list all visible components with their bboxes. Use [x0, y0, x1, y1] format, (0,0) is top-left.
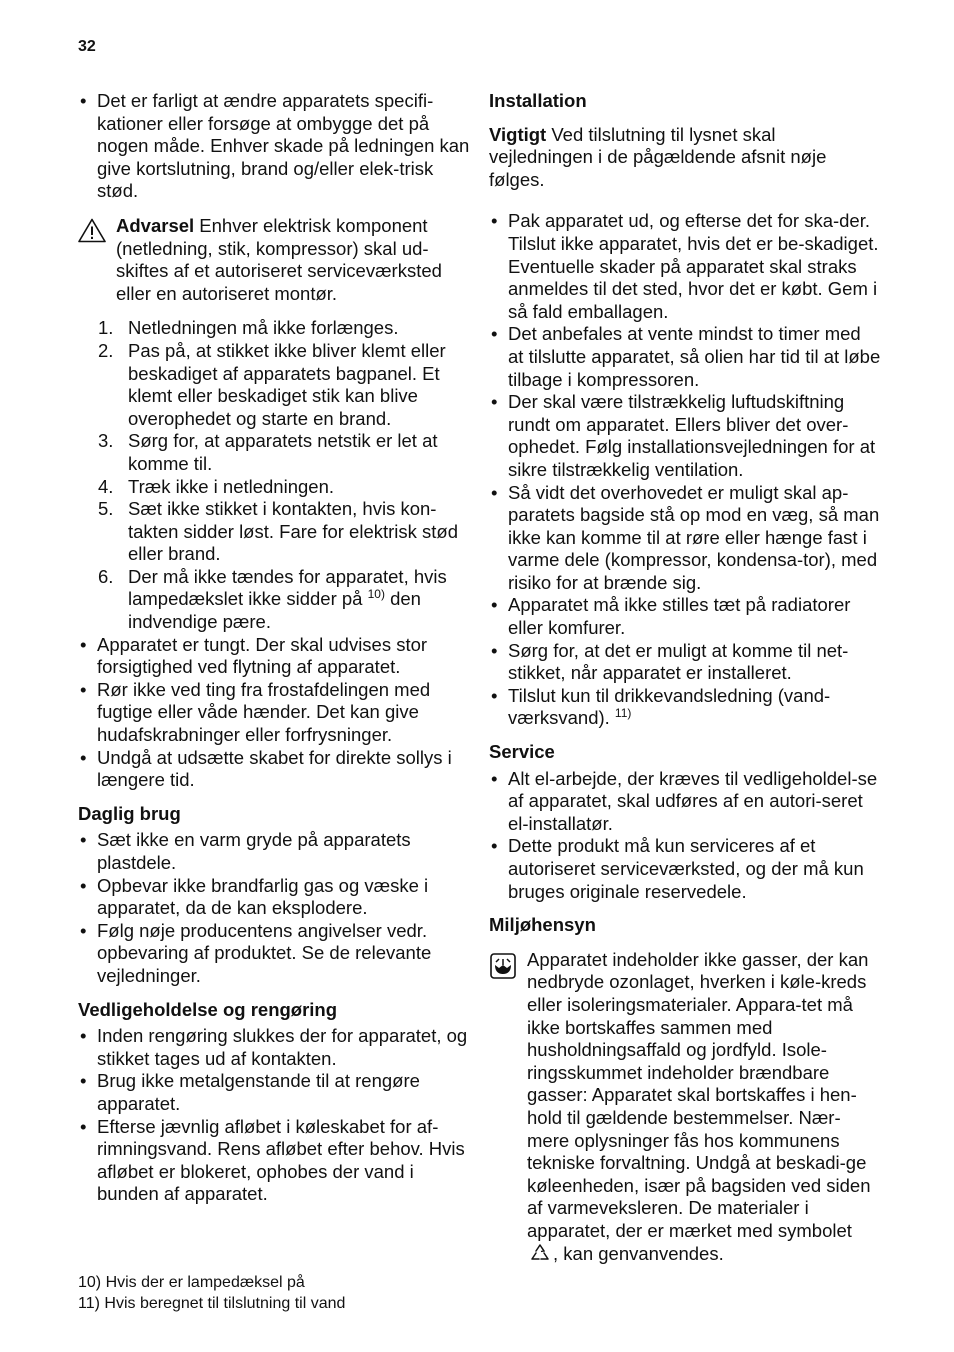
- important-text: Ved tilslutning til lysnet skal vejledningen i de pågældende afsnit nøje følges.: [489, 123, 827, 190]
- numbered-item: [98, 498, 470, 566]
- section-heading-environment: Miljøhensyn: [489, 914, 596, 936]
- list-item: • Der skal være tilstrækkelig luftudskiftning rundt om apparatet. Ellers bliver det over-ophedet. Følg installationsvejledningen for at sikre tilstrækkelig ventilation.: [489, 391, 881, 481]
- environment-text: Apparatet indeholder ikke gasser, der kan nedbryde ozonlaget, hverken i køle-kreds eller isoleringsmaterialer. Appara-tet må ikke bortskaffes sammen med husholdningsaffald og jordfyld. Isole-ringsskummet indeholder brændbare gasser: Apparatet skal bortskaffes i hen-hold til gældende bestemmelser. Nær-mere oplysninger fås hos kommunens tekniske forvaltning. Undgå at beskadi-ge køleenheden, især på bagsiden ved siden af varmeveksleren. De materialer i apparatet, der er mærket med symbolet: [527, 948, 871, 1241]
- warning-block: [78, 215, 470, 305]
- list-item: • Apparatet er tungt. Der skal udvises stor forsigtighed ved flytning af apparatet.: [78, 634, 470, 679]
- left-column: [78, 90, 470, 1206]
- recycle-box-icon: [490, 953, 516, 979]
- recycle-symbol-icon: [529, 1243, 551, 1263]
- warning-triangle-icon: [78, 218, 106, 243]
- intro-list: [78, 90, 470, 203]
- list-item: • Følg nøje producentens angivelser vedr. opbevaring af produktet. Se de relevante vejledninger.: [78, 920, 470, 988]
- item-text: Pas på, at stikket ikke bliver klemt eller beskadiget af apparatets bagpanel. Et klemt eller beskadiget stik kan blive overophedet og starte en brand.: [128, 339, 446, 429]
- list-item: • Så vidt det overhovedet er muligt skal ap-paratets bagside stå op mod en væg, så man ikke kan komme til at røre eller hænge fast i varme dele (kompressor, kondensa-tor), med risiko for at brænde sig.: [489, 482, 881, 595]
- footnote-ref: 10): [367, 587, 385, 602]
- footnotes: [78, 1272, 345, 1314]
- item-text: Tilslut kun til drikkevandsledning (vand-værksvand).: [508, 684, 831, 729]
- list-item: • Efterse jævnlig afløbet i køleskabet for af-rimningsvand. Rens afløbet efter behov. Hvis afløbet er blokeret, ophobes der vand i bunden af apparatet.: [78, 1116, 470, 1206]
- item-text: Der må ikke tændes for apparatet, hvis lampedækslet ikke sidder på: [128, 565, 447, 610]
- page-number: 32: [78, 38, 96, 55]
- important-note: [489, 124, 881, 192]
- list-item: • Alt el-arbejde, der kræves til vedligeholdel-se af apparatet, skal udføres af en autori-seret el-installatør.: [489, 768, 881, 836]
- list-item: • Undgå at udsætte skabet for direkte sollys i længere tid.: [78, 747, 470, 792]
- environment-tail: , kan genvanvendes.: [553, 1242, 724, 1264]
- list-item: • Opbevar ikke brandfarlig gas og væske i apparatet, da de kan eksplodere.: [78, 875, 470, 920]
- item-text: Netledningen må ikke forlænges.: [128, 317, 399, 339]
- list-item: • Inden rengøring slukkes der for apparatet, og stikket tages ud af kontakten.: [78, 1025, 470, 1070]
- right-column: [489, 90, 881, 1265]
- warning-label: Advarsel: [116, 214, 195, 236]
- list-item: • Det er farligt at ændre apparatets specifi-kationer eller forsøge at ombygge det på nogen måde. Enhver skade på ledningen kan give kortslutning, brand og/eller elek-trisk stød.: [78, 90, 470, 203]
- service-list: [489, 768, 881, 904]
- list-item: • Sæt ikke en varm gryde på apparatets plastdele.: [78, 829, 470, 874]
- section-heading-daily-use: Daglig brug: [78, 802, 181, 824]
- list-item: • Pak apparatet ud, og efterse det for ska-der. Tilslut ikke apparatet, hvis det er be-skadiget. Eventuelle skader på apparatet skal straks anmeldes til det sted, hvor det er købt. Gem i så fald emballagen.: [489, 210, 881, 323]
- environment-block: [489, 949, 881, 1265]
- list-item: • Rør ikke ved ting fra frostafdelingen med fugtige eller våde hænder. Det kan give hudafskrabninger eller forfrysninger.: [78, 679, 470, 747]
- numbered-item: [98, 566, 470, 634]
- item-number: 3.: [98, 430, 114, 452]
- section-heading-installation: Installation: [489, 90, 587, 111]
- list-item: • Sørg for, at det er muligt at komme til net-stikket, når apparatet er installeret.: [489, 640, 881, 685]
- footnote: 11) Hvis beregnet til tilslutning til vand: [78, 1295, 346, 1312]
- footnote: 10) Hvis der er lampedæksel på: [78, 1274, 305, 1291]
- numbered-item: [98, 476, 470, 499]
- list-item: [489, 685, 881, 730]
- section-heading-service: Service: [489, 741, 555, 763]
- safety-list: [78, 634, 470, 792]
- warning-text: Enhver elektrisk komponent (netledning, stik, kompressor) skal ud-skiftes af et autoriseret serviceværksted eller en autoriseret montør.: [116, 214, 442, 304]
- item-text: Sæt ikke stikket i kontakten, hvis kon-takten sidder løst. Fare for elektrisk stød eller brand.: [128, 498, 459, 565]
- maintenance-list: [78, 1025, 470, 1206]
- installation-list: [489, 210, 881, 730]
- numbered-item: [98, 430, 470, 475]
- footnote-ref: 11): [614, 706, 632, 721]
- list-item: • Apparatet må ikke stilles tæt på radiatorer eller komfurer.: [489, 594, 881, 639]
- item-text: Træk ikke i netledningen.: [128, 475, 335, 497]
- numbered-item: [98, 340, 470, 430]
- item-number: 2.: [98, 339, 114, 361]
- item-number: 5.: [98, 498, 114, 520]
- item-number: 4.: [98, 475, 114, 497]
- item-text: Sørg for, at apparatets netstik er let at komme til.: [128, 430, 438, 474]
- item-number: 6.: [98, 565, 114, 587]
- list-item: • Dette produkt må kun serviceres af et autoriseret serviceværksted, og der må kun bruges originale reservedele.: [489, 835, 881, 903]
- section-heading-maintenance: Vedligeholdelse og rengøring: [78, 998, 338, 1020]
- numbered-item: [98, 317, 470, 340]
- item-number: 1.: [98, 317, 114, 339]
- numbered-list: [78, 317, 470, 633]
- list-item: • Det anbefales at vente mindst to timer med at tilslutte apparatet, så olien har tid til at løbe tilbage i kompressoren.: [489, 323, 881, 391]
- daily-use-list: [78, 829, 470, 987]
- important-label: Vigtigt: [489, 123, 547, 145]
- list-item: • Brug ikke metalgenstande til at rengøre apparatet.: [78, 1070, 470, 1115]
- item-text: den indvendige pære.: [128, 588, 421, 633]
